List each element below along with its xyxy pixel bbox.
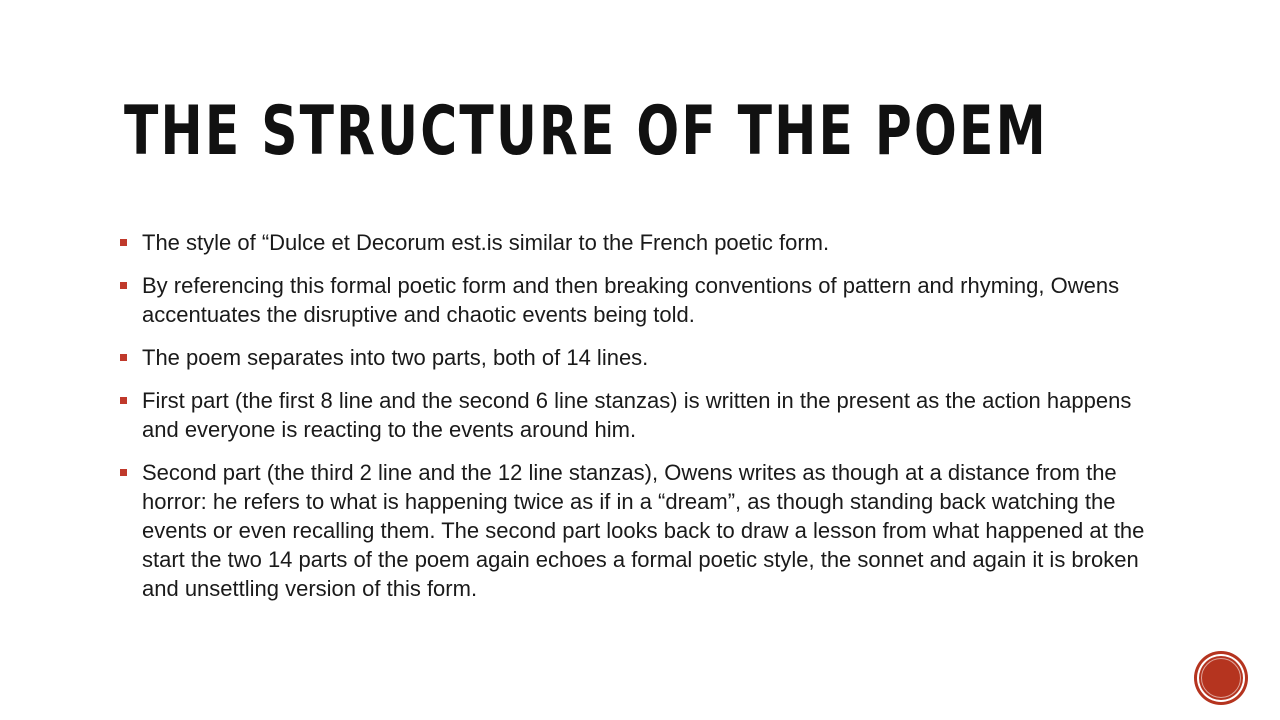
bullet-item bbox=[120, 343, 1160, 372]
bullet-text: By referencing this formal poetic form and then breaking conventions of pattern and rhyming, Owens accentuates the disruptive and chaotic events being told. bbox=[142, 273, 1120, 327]
bullet-text: The style of “Dulce et Decorum est.is similar to the French poetic form. bbox=[142, 230, 830, 255]
square-bullet-icon bbox=[120, 282, 127, 289]
bullet-list bbox=[120, 228, 1160, 617]
bullet-text: Second part (the third 2 line and the 12 line stanzas), Owens writes as though at a distance from the horror: he refers to what is happening twice as if in a “dream”, as though standing back watching the events or even recalling them. The second part looks back to draw a lesson from what happened at the start the two 14 parts of the poem again echoes a formal poetic style, the sonnet and again it is broken and unsettling version of this form. bbox=[142, 460, 1145, 601]
square-bullet-icon bbox=[120, 354, 127, 361]
square-bullet-icon bbox=[120, 239, 127, 246]
bullet-item bbox=[120, 228, 1160, 257]
bullet-item bbox=[120, 271, 1160, 329]
slide-nav-button[interactable] bbox=[1197, 654, 1245, 702]
bullet-item bbox=[120, 386, 1160, 444]
bullet-text: The poem separates into two parts, both of 14 lines. bbox=[142, 345, 649, 370]
slide-title: THE STRUCTURE OF THE POEM bbox=[124, 92, 1048, 171]
bullet-text: First part (the first 8 line and the second 6 line stanzas) is written in the present as the action happens and everyone is reacting to the events around him. bbox=[142, 388, 1132, 442]
bullet-item bbox=[120, 458, 1160, 603]
square-bullet-icon bbox=[120, 397, 127, 404]
circle-nav-icon bbox=[1201, 658, 1241, 698]
square-bullet-icon bbox=[120, 469, 127, 476]
